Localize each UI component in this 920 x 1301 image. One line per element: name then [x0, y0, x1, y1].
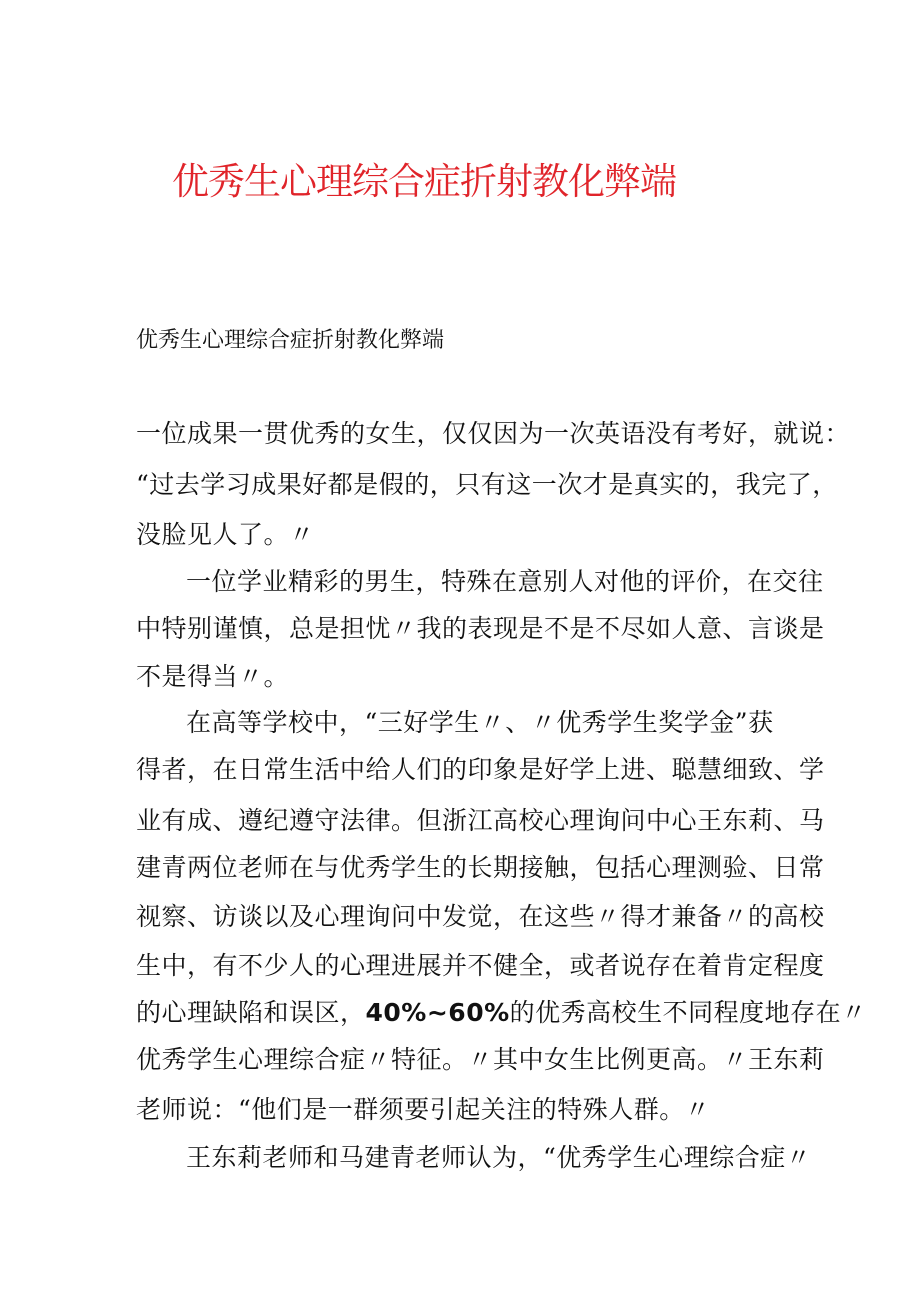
- paragraph-3-line-7: [136, 993, 867, 1033]
- paragraph-3-line-5: 视察、访谈以及心理询问中发觉，在这些〃得才兼备〃的高校: [136, 902, 825, 931]
- paragraph-3-line-7-post: 的优秀高校生不同程度地存在〃: [509, 998, 867, 1027]
- paragraph-2-line-2: 中特别谨慎，总是担忧〃我的表现是不是不尽如人意、言谈是: [136, 614, 825, 643]
- paragraph-3-line-3: 业有成、遵纪遵守法律。但浙江高校心理询问中心王东莉、马: [136, 806, 825, 835]
- paragraph-3-line-8: 优秀学生心理综合症〃特征。〃其中女生比例更高。〃王东莉: [136, 1045, 825, 1074]
- paragraph-3-line-7-pre: 的心理缺陷和误区，: [136, 998, 366, 1027]
- paragraph-3-line-1: 在高等学校中，“三好学生〃、〃优秀学生奖学金”获: [186, 708, 774, 737]
- paragraph-3-line-4: 建青两位老师在与优秀学生的长期接触，包括心理测验、日常: [136, 853, 825, 882]
- document-subtitle: 优秀生心理综合症折射教化弊端: [136, 328, 445, 353]
- paragraph-1-line-2: “过去学习成果好都是假的，只有这一次才是真实的，我完了，: [136, 470, 838, 499]
- paragraph-3-line-6: 生中，有不少人的心理进展并不健全，或者说存在着肯定程度: [136, 951, 825, 980]
- paragraph-3-line-9: 老师说：“他们是一群须要引起关注的特殊人群。〃: [136, 1095, 711, 1124]
- paragraph-2-line-1: 一位学业精彩的男生，特殊在意别人对他的评价，在交往: [186, 567, 824, 596]
- paragraph-3-line-2: 得者，在日常生活中给人们的印象是好学上进、聪慧细致、学: [136, 755, 825, 784]
- paragraph-1-line-3: 没脸见人了。〃: [136, 520, 315, 549]
- percentage-range: 40%~60%: [365, 998, 510, 1027]
- paragraph-2-line-3: 不是得当〃。: [136, 662, 290, 691]
- document-title: 优秀生心理综合症折射教化弊端: [172, 160, 676, 203]
- paragraph-1-line-1: 一位成果一贯优秀的女生，仅仅因为一次英语没有考好，就说：: [136, 419, 851, 448]
- paragraph-4-line-1: 王东莉老师和马建青老师认为，“优秀学生心理综合症〃: [186, 1143, 812, 1172]
